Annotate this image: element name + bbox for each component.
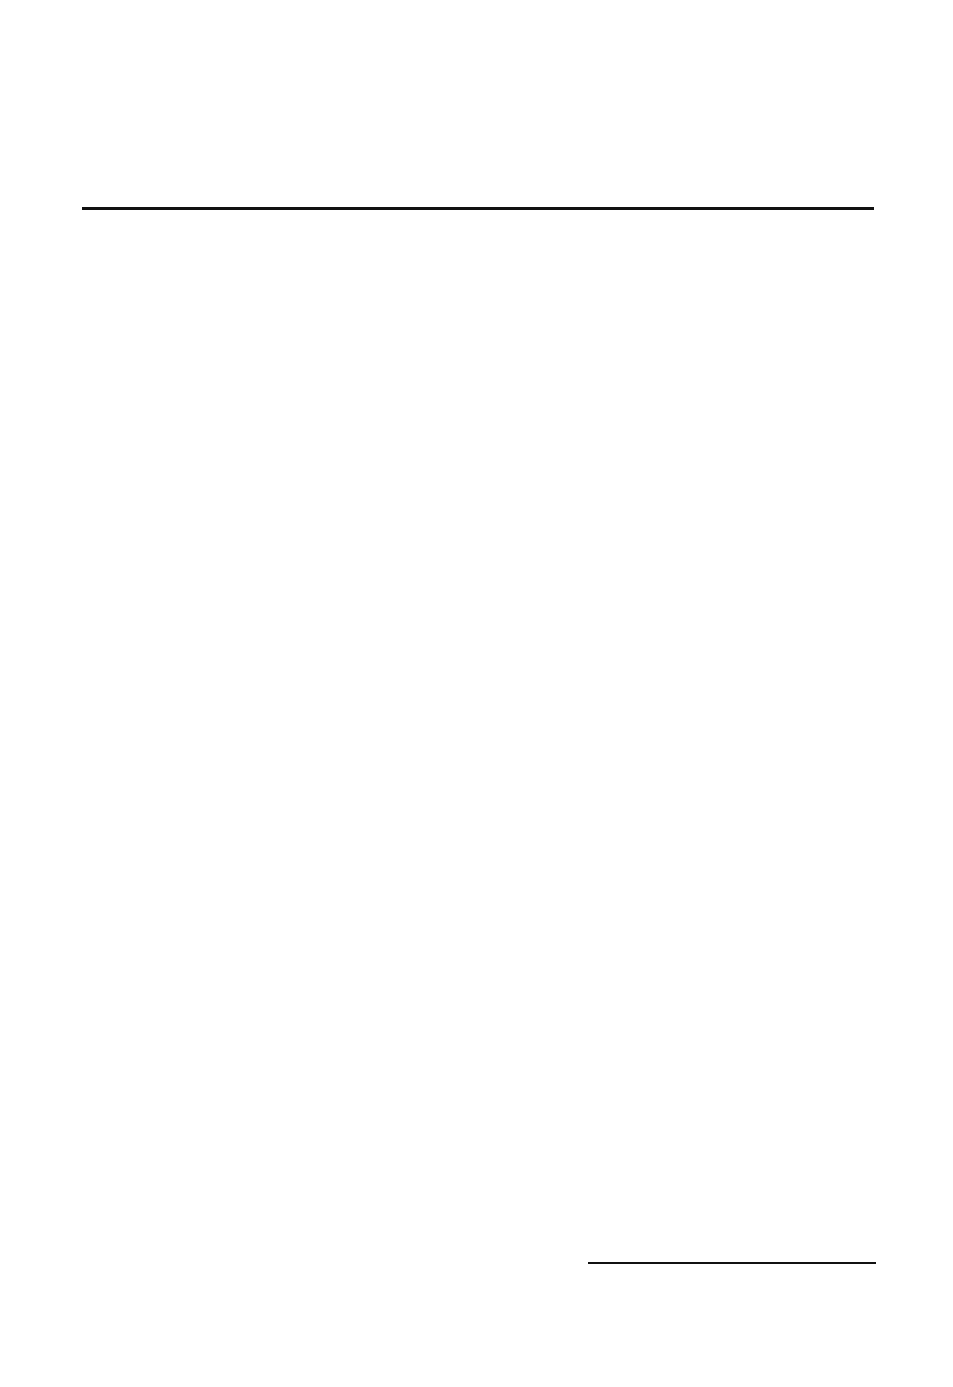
text-line xyxy=(82,636,874,673)
text-line xyxy=(82,791,874,828)
commentary-paragraph xyxy=(82,453,874,782)
hadith-text xyxy=(78,85,878,201)
text-line xyxy=(82,745,874,782)
text-line xyxy=(82,1092,874,1129)
footnote-separator xyxy=(588,1262,876,1264)
quran-verse-line xyxy=(82,672,874,709)
hadith-line xyxy=(78,143,878,201)
text-line xyxy=(82,1210,874,1247)
commentary-paragraph xyxy=(82,225,874,444)
text-line xyxy=(82,1055,874,1092)
text-line xyxy=(82,408,874,445)
text-line xyxy=(82,490,874,527)
commentary-paragraph xyxy=(82,1210,874,1283)
text-line xyxy=(82,973,874,1010)
text-line xyxy=(82,262,874,299)
text-line xyxy=(82,225,874,262)
commentary-body xyxy=(82,225,874,1292)
text-line xyxy=(82,709,874,746)
text-line xyxy=(82,335,874,372)
text-line xyxy=(82,526,874,563)
text-line xyxy=(82,827,874,864)
text-line xyxy=(82,453,874,490)
separator-line xyxy=(82,207,874,210)
hadith-line xyxy=(78,85,878,143)
text-line xyxy=(82,1128,874,1165)
text-line xyxy=(82,1165,874,1202)
text-line xyxy=(82,1247,874,1284)
text-line xyxy=(82,937,874,974)
text-line xyxy=(82,298,874,335)
text-line xyxy=(82,900,874,937)
text-line xyxy=(82,563,874,600)
text-line xyxy=(82,864,874,901)
text-line xyxy=(82,599,874,636)
text-line xyxy=(82,1019,874,1056)
text-line xyxy=(82,371,874,408)
commentary-paragraph xyxy=(82,791,874,1010)
commentary-paragraph xyxy=(82,1019,874,1202)
